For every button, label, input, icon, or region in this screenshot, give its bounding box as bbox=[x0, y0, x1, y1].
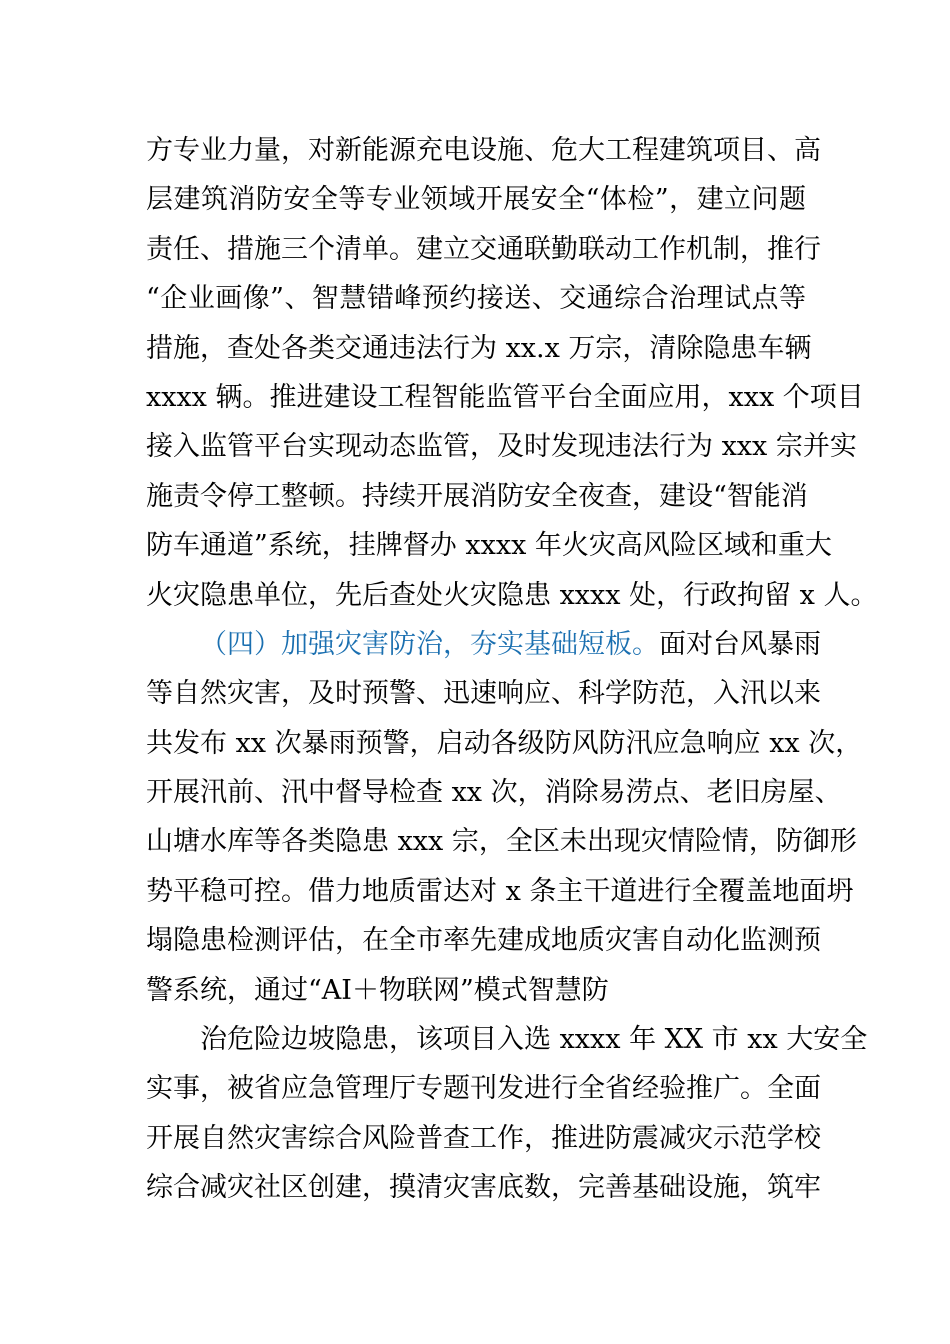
text-line: “企业画像”、智慧错峰预约接送、交通综合治理试点等 bbox=[146, 283, 806, 315]
text-line: 山塘水库等各类隐患 xxx 宗，全区未出现灾情险情，防御形 bbox=[146, 826, 857, 858]
text-line: 治危险边坡隐患，该项目入选 xxxx 年 XX 市 xx 大安全 bbox=[200, 1024, 868, 1056]
section-heading: （四）加强灾害防治，夯实基础短板。 bbox=[200, 628, 659, 660]
text-line: 势平稳可控。借力地质雷达对 x 条主干道进行全覆盖地面坍 bbox=[146, 875, 854, 907]
text-line: 塌隐患检测评估，在全市率先建成地质灾害自动化监测预 bbox=[146, 925, 821, 957]
text-line: 等自然灾害，及时预警、迅速响应、科学防范，入汛以来 bbox=[146, 678, 821, 710]
text-line: 层建筑消防安全等专业领域开展安全“体检”，建立问题 bbox=[146, 184, 806, 216]
text-line: 开展自然灾害综合风险普查工作，推进防震减灾示范学校 bbox=[146, 1122, 821, 1154]
text-line: 实事，被省应急管理厅专题刊发进行全省经验推广。全面 bbox=[146, 1073, 821, 1105]
text-line: 接入监管平台实现动态监管，及时发现违法行为 xxx 宗并实 bbox=[146, 431, 857, 463]
section-four-first-line bbox=[146, 620, 821, 669]
text-line: 开展汛前、汛中督导检查 xx 次，消除易涝点、老旧房屋、 bbox=[146, 777, 842, 809]
text-line: 综合减灾社区创建，摸清灾害底数，完善基础设施，筑牢 bbox=[146, 1172, 821, 1204]
text-line: xxxx 辆。推进建设工程智能监管平台全面应用，xxx 个项目 bbox=[146, 381, 864, 413]
text-line: 方专业力量，对新能源充电设施、危大工程建筑项目、高 bbox=[146, 135, 821, 166]
text-line: 警系统，通过“AI＋物联网”模式智慧防 bbox=[146, 974, 609, 1006]
text-line: 防车通道”系统，挂牌督办 xxxx 年火灾高风险区域和重大 bbox=[146, 530, 832, 562]
text-line: 共发布 xx 次暴雨预警，启动各级防风防汛应急响应 xx 次， bbox=[146, 727, 863, 759]
text-segment: 面对台风暴雨 bbox=[659, 628, 821, 660]
text-line: 责任、措施三个清单。建立交通联勤联动工作机制，推行 bbox=[146, 233, 821, 265]
document-body bbox=[146, 126, 878, 1213]
text-line: 施责令停工整顿。持续开展消防安全夜查，建设“智能消 bbox=[146, 480, 808, 512]
text-line: 火灾隐患单位，先后查处火灾隐患 xxxx 处，行政拘留 x 人。 bbox=[146, 579, 878, 611]
text-line: 措施，查处各类交通违法行为 xx.x 万宗，清除隐患车辆 bbox=[146, 332, 812, 364]
